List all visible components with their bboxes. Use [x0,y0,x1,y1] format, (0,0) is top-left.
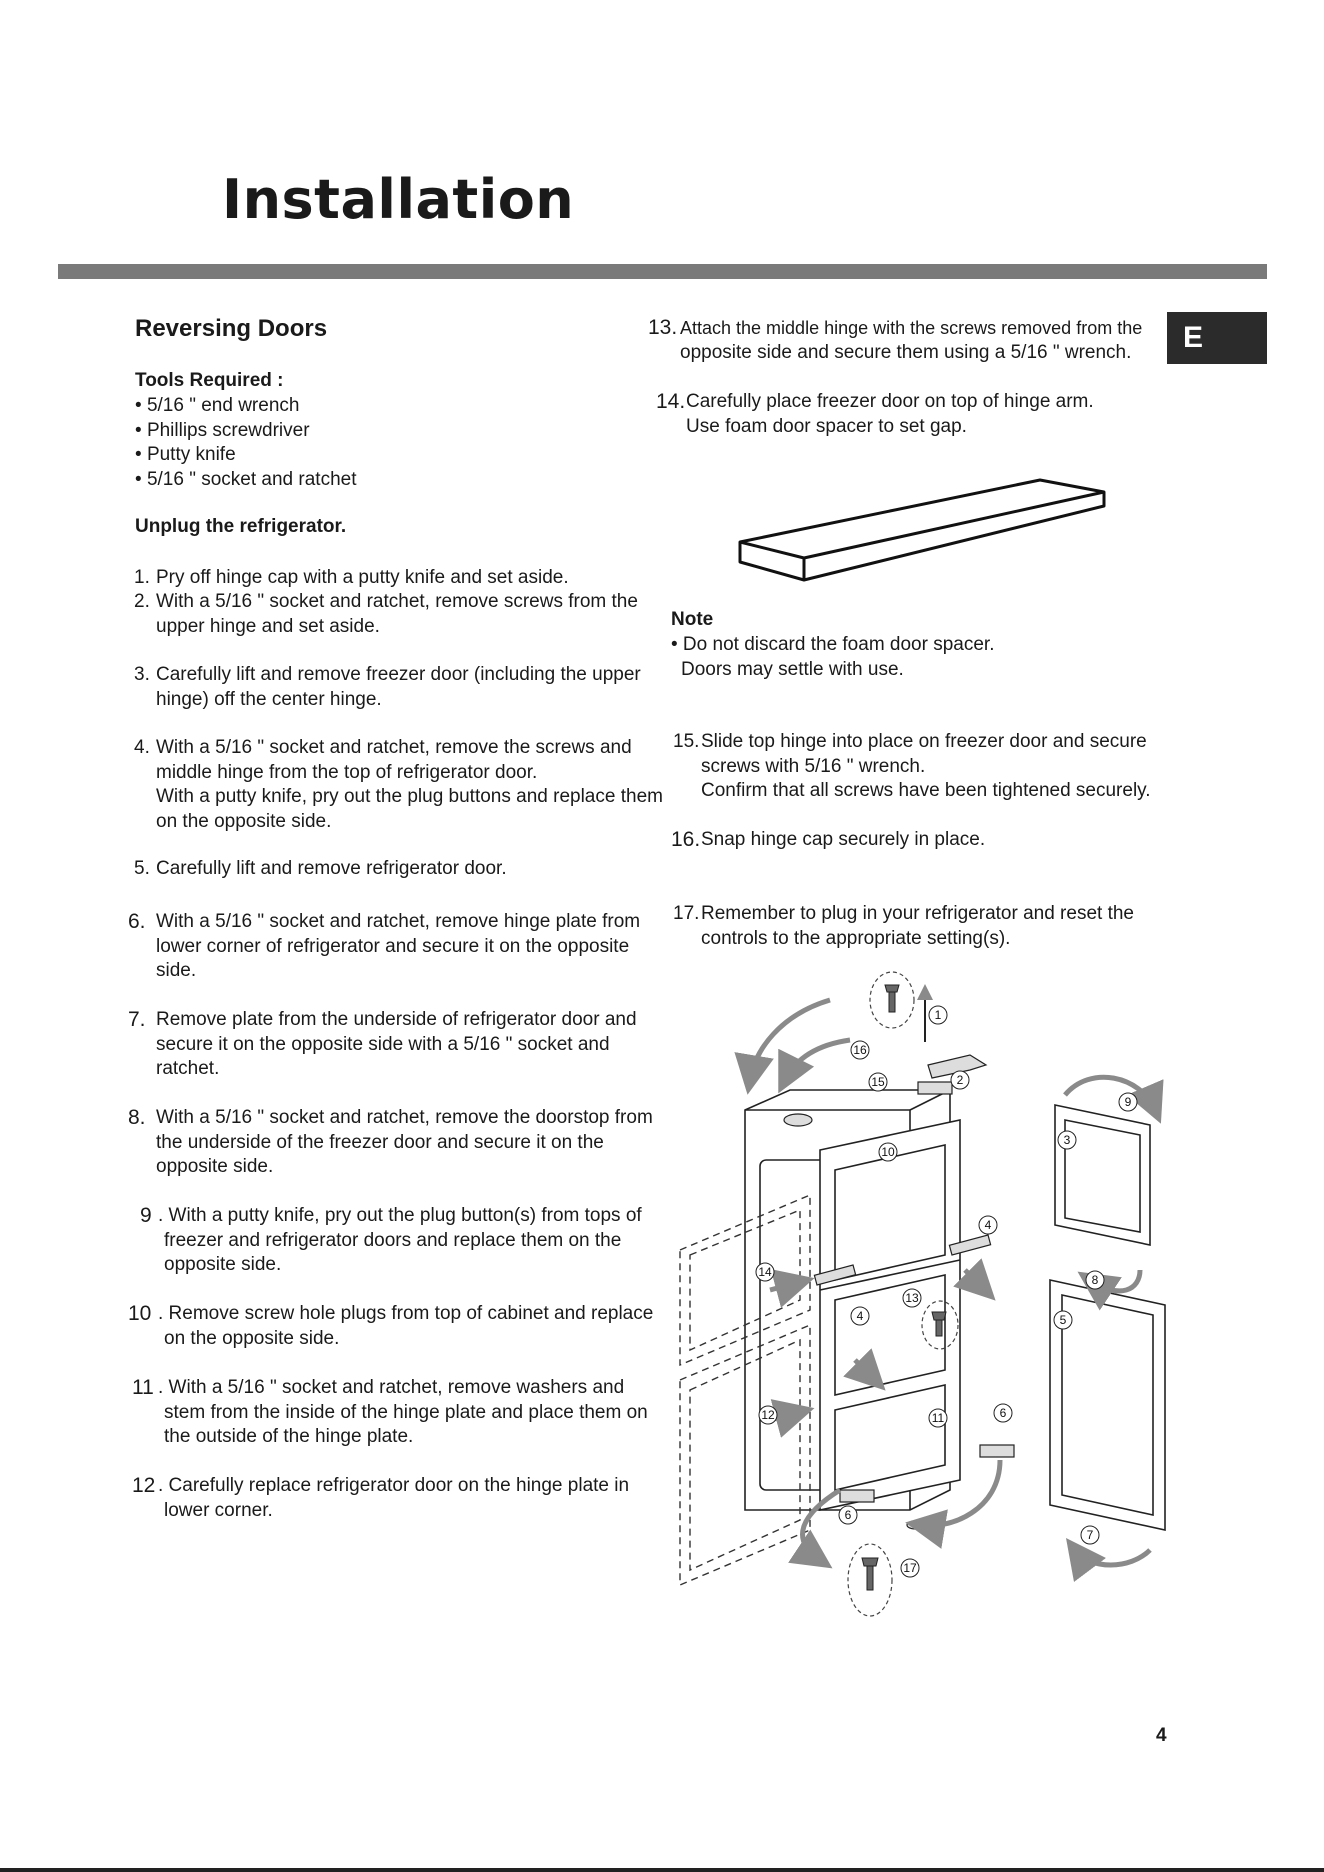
section-title: Reversing Doors [135,315,328,342]
step-17: 17. Remember to plug in your refrigerator and reset the controls to the appropriate setting(s). [673,903,1134,949]
svg-text:13: 13 [905,1291,919,1305]
callout-2 [951,1071,969,1089]
step-11: 11 . With a 5/16 " socket and ratchet, remove washers and stem from the inside of the hinge plate and place them on the outside of the hinge plate. [132,1376,648,1447]
svg-text:4: 4 [856,1309,864,1323]
step-9: 9 . With a putty knife, pry out the plug button(s) from tops of freezer and refrigerator doors and replace them on the opposite side. [140,1204,642,1275]
tool-item: • Putty knife [135,443,356,468]
svg-text:5: 5 [1059,1313,1067,1327]
callout-1 [929,1006,947,1024]
callout-6a [994,1404,1012,1422]
callout-6b [839,1506,857,1524]
page-title: Installation [222,168,575,231]
step-14: 14. Carefully place freezer door on top of hinge arm. Use foam door spacer to set gap. [656,390,1094,437]
page-number: 4 [1156,1725,1167,1746]
callout-9 [1119,1093,1137,1111]
step-10: 10 . Remove screw hole plugs from top of cabinet and replace on the opposite side. [128,1302,654,1349]
tool-item: • 5/16 " end wrench [135,394,356,419]
tools-list [135,394,356,492]
svg-text:11: 11 [931,1411,945,1425]
callout-17 [901,1559,919,1577]
callout-12 [759,1406,777,1424]
step-2: 2. With a 5/16 " socket and ratchet, remove screws from the upper hinge and set aside. [134,591,638,637]
step-13: 13. Attach the middle hinge with the screws removed from the opposite side and secure them using a 5/16 " wrench. [648,316,1143,363]
callout-15 [869,1073,887,1091]
callout-4a [979,1216,997,1234]
svg-text:6: 6 [844,1508,852,1522]
svg-text:6: 6 [999,1406,1007,1420]
step-16: 16. Snap hinge cap securely in place. [671,828,986,851]
step-1: 1. Pry off hinge cap with a putty knife and set aside. [134,567,569,588]
callout-4b [851,1307,869,1325]
title-rule [58,264,1267,279]
svg-text:15: 15 [871,1075,885,1089]
callout-8 [1086,1271,1104,1289]
callout-13 [903,1289,921,1307]
callout-10 [879,1143,897,1161]
step-15: 15. Slide top hinge into place on freezer door and secure screws with 5/16 " wrench. Confirm that all screws have been tightened securely. [673,731,1151,801]
foam-spacer-illustration [730,470,1110,590]
step-8: 8. With a 5/16 " socket and ratchet, remove the doorstop from the underside of the freezer door and secure it on the opposite side. [128,1106,653,1177]
svg-text:14: 14 [758,1265,772,1279]
note-heading: Note [671,609,714,630]
tools-heading: Tools Required : [135,370,284,391]
door-reversal-diagram [670,970,1190,1630]
callout-3 [1058,1131,1076,1149]
svg-text:16: 16 [853,1043,867,1057]
callout-11 [929,1409,947,1427]
callout-14 [756,1263,774,1281]
svg-text:17: 17 [903,1561,917,1575]
step-5: 5. Carefully lift and remove refrigerator door. [134,858,507,879]
svg-text:1: 1 [934,1008,942,1022]
note-body: • Do not discard the foam door spacer. Doors may settle with use. [671,634,995,680]
svg-text:12: 12 [761,1408,775,1422]
callout-16 [851,1041,869,1059]
callout-7 [1081,1526,1099,1544]
svg-text:8: 8 [1091,1273,1099,1287]
step-3: 3. Carefully lift and remove freezer door (including the upper hinge) off the center hinge. [134,664,641,710]
svg-text:3: 3 [1063,1133,1071,1147]
bottom-rule [0,1868,1324,1872]
step-7: 7. Remove plate from the underside of refrigerator door and secure it on the opposite side with a 5/16 " socket and ratchet. [128,1008,637,1079]
unplug-warning: Unplug the refrigerator. [135,516,347,537]
svg-text:2: 2 [956,1073,964,1087]
callout-5 [1054,1311,1072,1329]
step-12: 12 . Carefully replace refrigerator door on the hinge plate in lower corner. [132,1474,630,1521]
svg-text:7: 7 [1086,1528,1094,1542]
svg-text:10: 10 [881,1145,895,1159]
svg-text:9: 9 [1124,1095,1132,1109]
svg-text:4: 4 [984,1218,992,1232]
step-4: 4. With a 5/16 " socket and ratchet, remove the screws and middle hinge from the top of refrigerator door. With a putty knife, pry out the plug buttons and replace them on the opposite side. [134,737,663,832]
step-6: 6. With a 5/16 " socket and ratchet, remove hinge plate from lower corner of refrigerator and secure it on the opposite side. [128,910,641,981]
tool-item: • Phillips screwdriver [135,419,356,444]
tool-item: • 5/16 " socket and ratchet [135,468,356,493]
language-tab: E [1167,312,1267,364]
